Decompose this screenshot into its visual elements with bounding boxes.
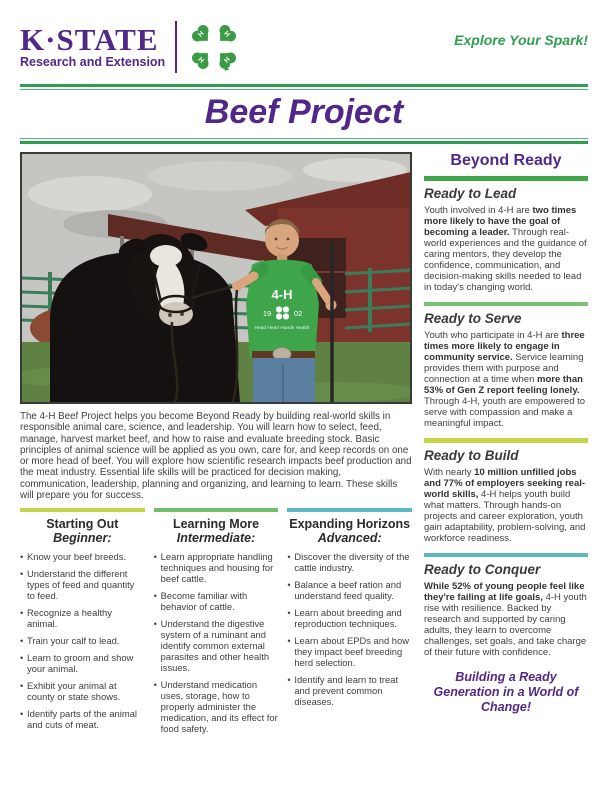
list-item: • Train your calf to lead. [20,635,145,646]
level-columns [20,508,412,740]
list-item: • Become familiar with behavior of cattle. [154,590,279,612]
list-item: • Exhibit your animal at county or state shows. [20,680,145,702]
4h-clover-icon [187,20,241,74]
level-advanced [287,508,412,740]
level-bullets [20,551,145,730]
section-divider-bar [424,553,588,558]
kstate-4h-logo [20,20,241,74]
svg-text:H: H [222,30,231,39]
level-intermediate [154,508,279,740]
list-item: • Learn about EPDs and how they impact beef breeding herd selection. [287,635,412,668]
page-title: Beef Project [204,93,404,131]
section-ready-to-conquer [424,553,588,659]
kstate-wordmark [20,22,166,69]
kstate-word: K·STATE [20,22,159,57]
list-item: • Learn appropriate handling techniques and housing for beef cattle. [154,551,279,584]
level-bullets [287,551,412,707]
list-item: • Recognize a healthy animal. [20,607,145,629]
list-item: • Understand the different types of feed and quantity to feed. [20,568,145,601]
section-divider-bar [424,438,588,443]
section-text: While 52% of young people feel like they're failing at life goals, 4-H youth rise with resilience. Backed by research and supported by caring adults, they learn to overcome challenges, set goals, and take charge of their future with confidence. [424,581,587,658]
level-bar [20,508,145,512]
closing-statement: Building a Ready Generation in a World of Change! [433,670,579,714]
level-title: Expanding Horizons [289,517,411,532]
level-beginner [20,508,145,740]
kstate-subtitle: Research and Extension [20,55,166,69]
level-title: Learning More [172,517,260,532]
level-bullets [154,551,279,734]
shirt-text-motto: Head Heart Hands Health [254,326,310,331]
level-subtitle: Advanced: [317,531,382,546]
beyond-ready-title: Beyond Ready [450,152,562,169]
list-item: • Discover the diversity of the cattle industry. [287,551,412,573]
logo-divider [175,21,177,73]
main-content [20,152,588,740]
list-item: • Learn about breeding and reproduction techniques. [287,607,412,629]
section-divider-bar [424,302,588,307]
level-subtitle: Intermediate: [176,531,256,546]
tagline: Explore Your Spark! [454,32,588,48]
list-item: • Learn to groom and show your animal. [20,652,145,674]
section-heading: Ready to Lead [424,185,517,201]
section-heading: Ready to Build [424,447,519,463]
section-ready-to-build [424,438,588,544]
title-band [20,84,588,144]
header [20,20,588,74]
beyond-ready-column [424,152,588,740]
level-subtitle: Beginner: [53,531,112,546]
section-heading: Ready to Conquer [424,562,541,577]
shirt-text-4h: 4-H [271,287,293,302]
left-column [20,152,412,740]
list-item: • Know your beef breeds. [20,551,145,562]
svg-text:H: H [197,30,206,39]
section-divider-bar [424,176,588,181]
list-item: • Understand the digestive system of a ruminant and identify common external parasites and other health issues. [154,618,279,673]
list-item: • Identify and learn to treat and prevent common diseases. [287,674,412,707]
intro-paragraph: The 4-H Beef Project helps you become Beyond Ready by building real-world skills in responsible animal care, science, and leadership. You will learn how to select, feed, manage, harvest market beef, and how to raise and evaluate breeding stock. Basic principles of animal science will be applied as you own, care for, and keep records on one or more head of beef. You will explore how scientific research impacts beef production and the meat industry. Essential life skills will be practiced for decision making, communication, leadership, planning and organizing, and learning to learn. These skills will prepare you for success. [20,411,412,502]
level-title: Starting Out [46,517,119,532]
section-ready-to-serve [424,302,588,430]
section-text: With nearly 10 million unfilled jobs and 77% of employers seeking real-world skills, 4-H helps youth build what matters. Through hands-on projects and career exploration, youth gain adaptability, problem-solving, and workforce readiness. [424,466,586,544]
svg-text:H: H [196,56,206,65]
shirt-year-left: 19 [262,309,272,318]
svg-text:H: H [223,56,232,65]
section-ready-to-lead [424,176,588,293]
section-text: Youth involved in 4-H are two times more likely to have the goal of becoming a leader. Through real-world experiences and the guidance of caring mentors, they develop the confidence, communication, and decision-making skills needed to lead in today's changing world. [424,204,587,293]
section-heading: Ready to Serve [424,311,522,326]
list-item: • Balance a beef ration and understand feed quality. [287,579,412,601]
project-photo [20,152,412,404]
title-rule-top [20,84,588,90]
level-bar [154,508,279,512]
section-text: Youth who participate in 4-H are three times more likely to engage in community service. Service learning provides them with purpose and connection at a time when more than 53% of Gen Z report feeling lonely. Through 4-H, youth are empowered to serve with compassion and make a meaningful impact. [424,330,586,429]
title-rule-bottom [20,138,588,144]
level-bar [287,508,412,512]
shirt-year-right: 02 [293,309,303,318]
list-item: • Identify parts of the animal and cuts of meat. [20,708,145,730]
list-item: • Understand medication uses, storage, how to properly administer the medication, and its effect for food safety. [154,679,279,734]
